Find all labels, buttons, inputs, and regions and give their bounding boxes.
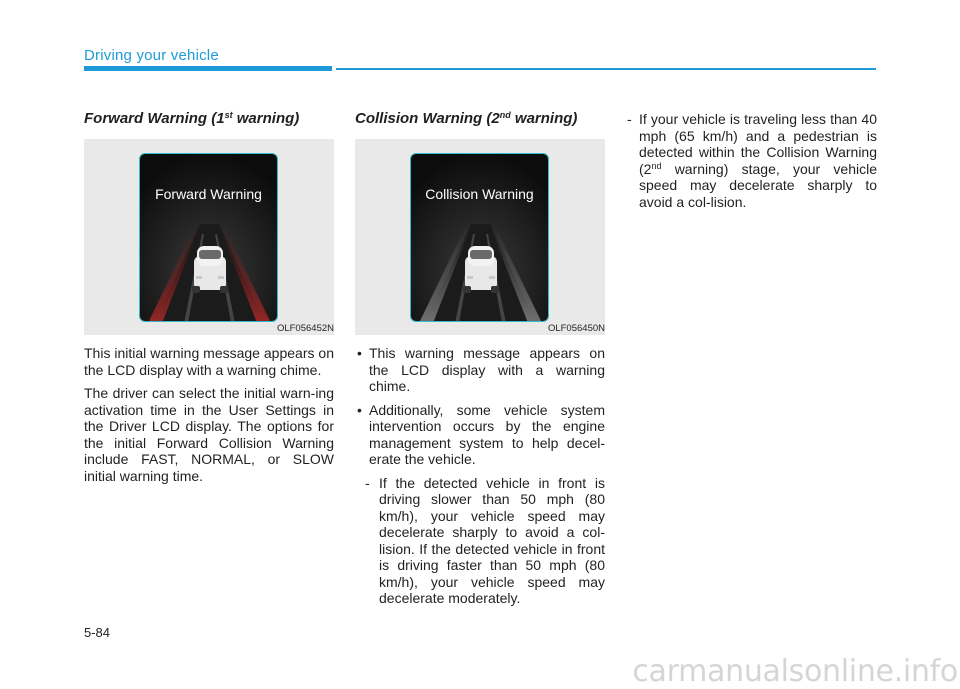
collision-warning-figure <box>355 139 605 335</box>
header-rule-thin <box>336 68 876 70</box>
bullet-item: • Additionally, some vehicle system intervention occurs by the engine management system to help decel-erate the vehicle. <box>355 402 605 468</box>
lcd-screen <box>139 153 278 322</box>
sub-item-text-end: warning) stage, your vehicle speed may decelerate sharply to avoid a col-lision. <box>639 160 877 210</box>
ordinal-sup: nd <box>651 160 662 171</box>
page-number: 5-84 <box>84 625 111 640</box>
sub-item <box>627 111 877 210</box>
collision-warning-body <box>355 345 605 614</box>
car-icon <box>463 246 499 293</box>
sub-item-text: If the detected vehicle in front is driving slower than 50 mph (80 km/h), your vehicle speed may decelerate sharply to avoid a col-lision. If the detected vehicle in front is driving faster than 50 mph (80 km/h), your vehicle speed may decelerate moderately. <box>379 474 605 606</box>
sub-item-text: If your vehicle is traveling less than 40 mph (65 km/h) and a pedestrian is detected within the Collision Warning (2 <box>639 111 877 177</box>
collision-warning-heading <box>355 110 577 127</box>
header-rule-thick <box>84 66 332 71</box>
heading-text-end: warning) <box>232 110 300 127</box>
forward-warning-heading <box>84 110 299 127</box>
road-car-illustration <box>140 154 278 322</box>
screen-message: Forward Warning <box>155 186 262 202</box>
heading-sup: nd <box>499 110 511 120</box>
heading-text-end: warning) <box>510 110 578 127</box>
lcd-screen <box>410 153 549 322</box>
heading-text: Forward Warning (1 <box>84 110 225 127</box>
paragraph: This initial warning message appears on the LCD display with a warning chime. <box>84 345 334 378</box>
screen-message: Collision Warning <box>425 186 534 202</box>
section-title: Driving your vehicle <box>84 47 219 64</box>
heading-text: Collision Warning (2 <box>355 110 500 127</box>
figure-code: OLF056452N <box>276 323 334 334</box>
dash-mark: - <box>627 111 632 127</box>
car-icon <box>192 246 228 293</box>
road-car-illustration <box>411 154 549 322</box>
bullet-item: • This warning message appears on the LCD display with a warning chime. <box>355 345 605 395</box>
figure-code: OLF056450N <box>547 323 605 334</box>
pedestrian-note <box>627 111 877 217</box>
dash-mark: - <box>365 474 370 491</box>
watermark: carmanualsonline.info <box>632 654 958 689</box>
forward-warning-figure <box>84 139 334 335</box>
paragraph: The driver can select the initial warn-ing activation time in the User Settings in the Driver LCD display. The options for the initial Forward Collision Warning include FAST, NORMAL, or SLOW initial warning time. <box>84 385 334 484</box>
heading-sup: st <box>224 110 233 120</box>
forward-warning-body <box>84 345 334 491</box>
sub-item <box>355 475 605 607</box>
